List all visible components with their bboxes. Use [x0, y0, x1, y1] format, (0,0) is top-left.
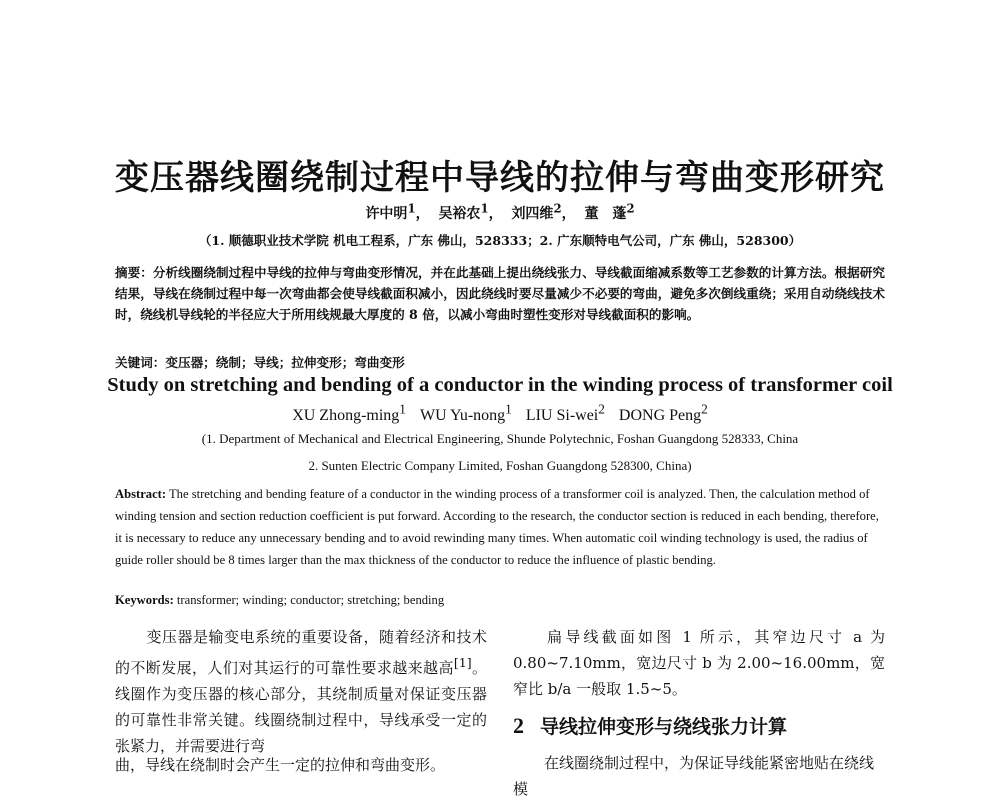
- conductor-section-paragraph: 扁导线截面如图 1 所示，其窄边尺寸 a 为 0.80~7.10mm，宽边尺寸 b 为 2.00~16.00mm，宽窄比 b/a 一般取 1.5~5。: [513, 628, 885, 698]
- english-author-list: [0, 402, 1000, 425]
- chinese-author-list: [0, 201, 1000, 223]
- chinese-abstract: [115, 262, 885, 325]
- chinese-author: 董 蓬$^2$: [584, 201, 635, 222]
- english-abstract: [115, 483, 885, 571]
- citation-ref[interactable]: [1]: [453, 655, 472, 670]
- chinese-abstract-text: 分析线圈绕制过程中导线的拉伸与弯曲变形情况，并在此基础上提出绕线张力、导线截面缩减系数等工艺参数的计算方法。根据研究结果，导线在绕制过程中每一次弯曲都会使导线截面积减小，因此绕线时要尽量减少不必要的弯曲，避免多次倒线重绕；采用自动绕线技术时，绕线机导线轮的半径应大于所用线规最大厚度的 8 倍，以减小弯曲时塑性变形对导线截面积的影响。: [115, 265, 886, 322]
- chinese-author: 许中明$^1$，: [365, 201, 430, 222]
- chinese-author: 吴裕农$^1$，: [438, 201, 503, 222]
- chinese-author: 刘四维$^2$，: [511, 201, 576, 222]
- english-abstract-label: Abstract:: [115, 487, 167, 501]
- chinese-keywords-label: 关键词：: [115, 355, 166, 370]
- english-author: LIU Si-wei$^2$: [525, 402, 605, 425]
- section-title: 导线拉伸变形与绕线张力计算: [540, 716, 788, 738]
- chinese-title: 变压器线圈绕制过程中导线的拉伸与弯曲变形研究: [115, 158, 885, 198]
- chinese-abstract-label: 摘要：: [115, 265, 153, 280]
- english-author: DONG Peng$^2$: [618, 402, 708, 425]
- english-affiliation-1: (1. Department of Mechanical and Electrical Engineering, Shunde Polytechnic, Foshan Guangdong 528333, China: [201, 431, 799, 446]
- english-author: WU Yu-nong$^1$: [419, 402, 512, 425]
- chinese-keywords-text: 变压器；绕制；导线；拉伸变形；弯曲变形: [165, 355, 405, 370]
- english-keywords: [115, 593, 444, 608]
- english-author: XU Zhong-ming$^1$: [292, 402, 406, 425]
- intro-paragraph-continuation: 曲，导线在绕制时会产生一定的拉伸和弯曲变形。: [115, 756, 446, 774]
- english-affiliation-2: 2. Sunten Electric Company Limited, Foshan Guangdong 528300, China): [308, 458, 692, 473]
- intro-paragraph: 变压器是输变电系统的重要设备，随着经济和技术的不断发展，人们对其运行的可靠性要求越来越高[1]。线圈作为变压器的核心部分，其绕制质量对保证变压器的可靠性非常关键。线圈绕制过程中，导线承受一定的张紧力，并需要进行弯: [115, 628, 487, 755]
- chinese-affiliation: （1. 顺德职业技术学院 机电工程系，广东 佛山，528333；2. 广东顺特电气公司，广东 佛山，528300）: [198, 233, 802, 248]
- english-keywords-label: Keywords:: [115, 593, 174, 607]
- english-keywords-text: transformer; winding; conductor; stretching; bending: [176, 593, 445, 607]
- section-number: 2: [513, 713, 524, 738]
- english-abstract-text: The stretching and bending feature of a conductor in the winding process of a transformer coil is analyzed. Then, the calculation method of winding tension and section reduction coefficient is put forward. According to the research, the conductor section is reduced in each bending, therefore, it is necessary to reduce any unnecessary bending and to avoid rewinding many times. When automatic coil winding technology is used, the radius of guide roller should be 8 times larger than the max thickness of the conductor to reduce the influence of plastic bending.: [115, 487, 879, 567]
- chinese-keywords: [115, 352, 405, 371]
- english-title: Study on stretching and bending of a conductor in the winding process of transformer coil: [107, 374, 893, 396]
- section-heading: [513, 712, 885, 739]
- section-paragraph-cut: 在线圈绕制过程中，为保证导线能紧密地贴在绕线模: [513, 754, 875, 798]
